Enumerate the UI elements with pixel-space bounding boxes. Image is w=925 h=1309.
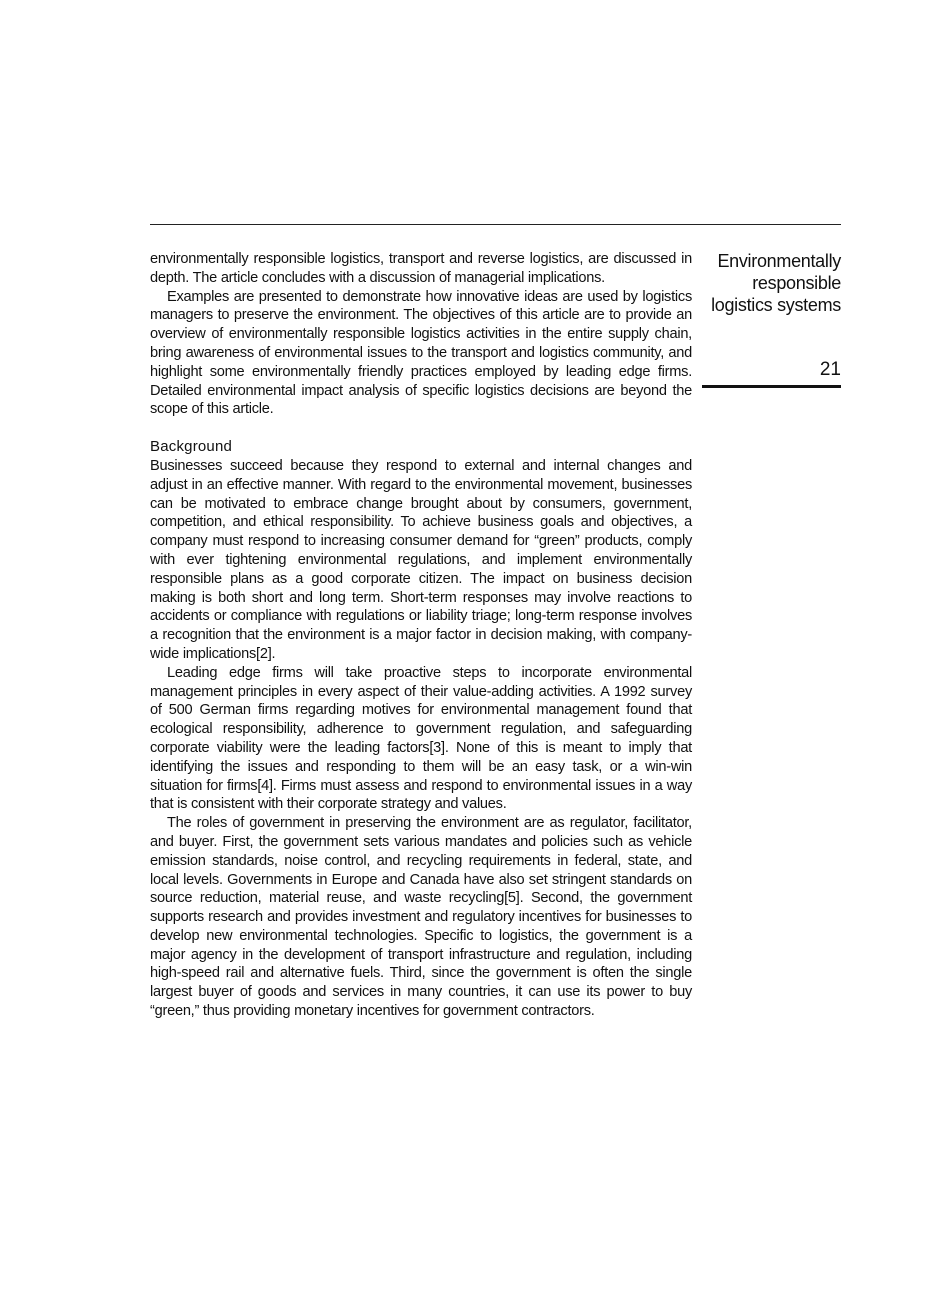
- running-head-line-3: logistics systems: [711, 295, 841, 315]
- paragraph-intro-continued: environmentally responsible logistics, transport and reverse logistics, are discussed in depth. The article concludes with a discussion of managerial implications.: [150, 251, 692, 286]
- margin-column: [698, 250, 841, 382]
- section-heading-background: Background: [150, 438, 233, 456]
- paragraph-government-roles: The roles of government in preserving the environment are as regulator, facilitator, and buyer. First, the government sets various mandates and policies such as vehicle emission standards, noise control, and recycling requirements in federal, state, and local levels. Governments in Europe and Canada have also set stringent standards on source reduction, material reuse, and waste recycling[5]. Second, the government supports research and provides investment and regulatory incentives for businesses to develop new environmental technologies. Specific to logistics, the government is a major agency in the development of transport infrastructure and regulation, including high-speed rail and alternative fuels. Third, since the government is often the single largest buyer of goods and services in many countries, it can use its power to buy “green,” thus providing monetary incentives for government contractors.: [150, 815, 692, 1020]
- article-body: [150, 250, 692, 1021]
- page-number-rule: [702, 385, 841, 388]
- paragraph-leading-edge-firms: Leading edge firms will take proactive steps to incorporate environmental management principles in every aspect of their value-adding activities. A 1992 survey of 500 German firms regarding motives for environmental management found that ecological responsibility, adherence to government regulation, and safeguarding corporate viability were the leading factors[3]. None of this is meant to imply that identifying the issues and responding to them will be an easy task, or a win-win situation for firms[4]. Firms must assess and respond to environmental issues in a way that is consistent with their corporate strategy and values.: [150, 664, 692, 813]
- running-head: [698, 250, 841, 316]
- running-head-line-2: responsible: [752, 273, 841, 293]
- page-number: 21: [819, 359, 841, 380]
- paragraph-business-response: Businesses succeed because they respond to external and internal changes and adjust in an effective manner. With regard to the environmental movement, businesses can be motivated to embrace change brought about by consumers, government, competition, and ethical responsibility. To achieve business goals and objectives, a company must respond to increasing consumer demand for “green” products, comply with ever tightening environmental regulations, and implement environmentally responsible plans as a good corporate citizen. The impact on business decision making is both short and long term. Short-term responses may involve reactions to accidents or compliance with regulations or liability triage; long-term response involves a recognition that the environment is a major factor in decision making, with company-wide implications[2].: [150, 457, 692, 662]
- header-rule: [150, 224, 841, 225]
- paragraph-objectives: Examples are presented to demonstrate how innovative ideas are used by logistics managers to preserve the environment. The objectives of this article are to provide an overview of environmentally responsible logistics activities in the entire supply chain, bring awareness of environmental issues to the transport and logistics community, and highlight some environmentally friendly practices employed by leading edge firms. Detailed environmental impact analysis of specific logistics decisions are beyond the scope of this article.: [150, 288, 692, 418]
- running-head-line-1: Environmentally: [717, 251, 841, 271]
